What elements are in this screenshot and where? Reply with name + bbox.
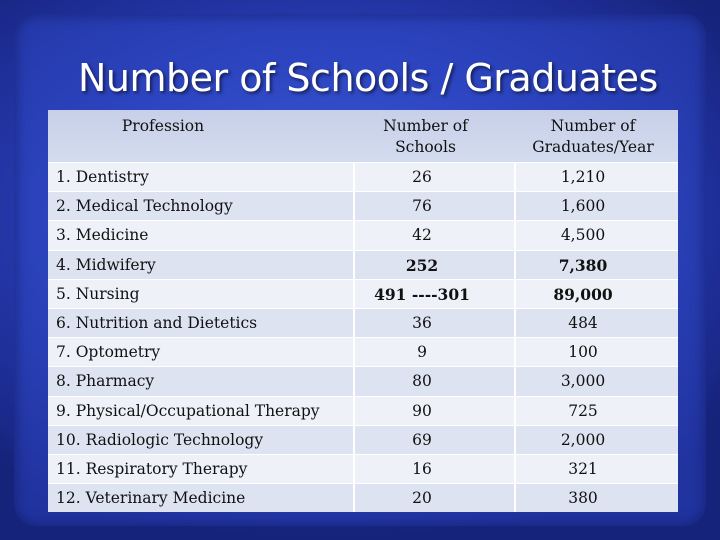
row-schools: 252 bbox=[405, 255, 439, 275]
table-row bbox=[48, 483, 678, 512]
column-divider bbox=[514, 309, 516, 337]
column-divider bbox=[353, 309, 355, 337]
column-divider bbox=[353, 455, 355, 483]
row-graduates: 321 bbox=[568, 459, 598, 478]
table-body bbox=[48, 162, 678, 512]
table-row bbox=[48, 308, 678, 337]
row-schools: 36 bbox=[412, 313, 432, 332]
column-divider bbox=[353, 280, 355, 308]
row-graduates: 725 bbox=[568, 401, 598, 420]
row-graduates: 100 bbox=[568, 343, 598, 362]
column-divider bbox=[514, 426, 516, 454]
row-schools: 16 bbox=[412, 459, 432, 478]
row-graduates: 2,000 bbox=[560, 430, 606, 449]
table-row bbox=[48, 250, 678, 279]
table-row bbox=[48, 454, 678, 483]
table-row bbox=[48, 366, 678, 395]
column-divider bbox=[353, 221, 355, 249]
column-divider bbox=[514, 484, 516, 512]
row-schools: 26 bbox=[412, 168, 432, 186]
row-profession: 11. Respiratory Therapy bbox=[56, 459, 248, 478]
column-divider bbox=[514, 367, 516, 395]
column-divider bbox=[514, 221, 516, 249]
row-profession: 2. Medical Technology bbox=[56, 197, 233, 216]
row-schools: 69 bbox=[412, 430, 432, 449]
table-row bbox=[48, 337, 678, 366]
table-row bbox=[48, 279, 678, 308]
column-divider bbox=[353, 367, 355, 395]
column-divider bbox=[514, 251, 516, 279]
row-profession: 1. Dentistry bbox=[56, 168, 149, 186]
row-schools: 9 bbox=[417, 343, 427, 362]
column-divider bbox=[353, 251, 355, 279]
row-graduates: 1,210 bbox=[560, 168, 606, 186]
row-profession: 4. Midwifery bbox=[56, 255, 156, 274]
row-profession: 6. Nutrition and Dietetics bbox=[56, 313, 258, 332]
row-profession: 9. Physical/Occupational Therapy bbox=[56, 401, 320, 420]
row-profession: 7. Optometry bbox=[56, 343, 161, 362]
column-divider bbox=[514, 163, 516, 191]
row-profession: 12. Veterinary Medicine bbox=[56, 489, 246, 508]
row-graduates: 89,000 bbox=[553, 284, 613, 304]
column-divider bbox=[514, 192, 516, 220]
header-schools: Number of Schools bbox=[383, 117, 468, 156]
row-graduates: 4,500 bbox=[560, 226, 606, 245]
column-divider bbox=[353, 426, 355, 454]
schools-table bbox=[48, 110, 678, 512]
row-schools: 42 bbox=[412, 226, 432, 245]
row-schools: 80 bbox=[412, 372, 432, 391]
row-schools: 20 bbox=[412, 489, 432, 508]
column-divider bbox=[353, 338, 355, 366]
row-schools: 90 bbox=[412, 401, 432, 420]
row-profession: 5. Nursing bbox=[56, 284, 140, 303]
table-row bbox=[48, 425, 678, 454]
column-divider bbox=[353, 163, 355, 191]
row-graduates: 1,600 bbox=[560, 197, 606, 216]
table-header bbox=[48, 110, 678, 162]
column-divider bbox=[353, 397, 355, 425]
row-schools: 491 ----301 bbox=[374, 284, 470, 304]
table-row bbox=[48, 162, 678, 191]
row-graduates: 7,380 bbox=[558, 255, 608, 275]
column-divider bbox=[353, 484, 355, 512]
slide-title: Number of Schools / Graduates bbox=[78, 56, 658, 100]
row-schools: 76 bbox=[412, 197, 432, 216]
row-profession: 10. Radiologic Technology bbox=[56, 430, 264, 449]
column-divider bbox=[353, 192, 355, 220]
header-profession: Profession bbox=[121, 117, 205, 135]
row-graduates: 380 bbox=[568, 489, 598, 508]
column-divider bbox=[514, 455, 516, 483]
row-profession: 8. Pharmacy bbox=[56, 372, 155, 391]
row-graduates: 3,000 bbox=[560, 372, 606, 391]
row-graduates: 484 bbox=[568, 313, 598, 332]
table-row bbox=[48, 396, 678, 425]
table-row bbox=[48, 220, 678, 249]
row-profession: 3. Medicine bbox=[56, 226, 149, 245]
column-divider bbox=[514, 280, 516, 308]
header-graduates: Number of Graduates/Year bbox=[532, 117, 654, 156]
column-divider bbox=[514, 338, 516, 366]
table-row bbox=[48, 191, 678, 220]
column-divider bbox=[514, 397, 516, 425]
